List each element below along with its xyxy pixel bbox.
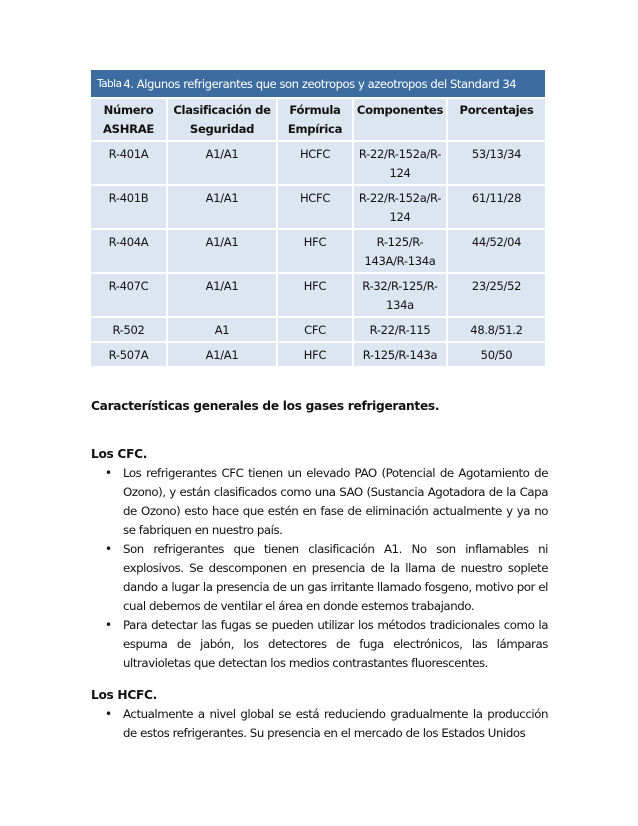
list-item-text: Los refrigerantes CFC tienen un elevado PAO (Potencial de Agotamiento de Ozono), y están clasificados como una SAO (Sustancia Agotadora de la Capa de Ozono) esto hace que estén en fase de eliminación actualmente y ya no se fabriquen en nuestro país. xyxy=(123,466,548,537)
cell-clasificacion: A1/A1 xyxy=(168,274,278,318)
table-caption-text: 4. Algunos refrigerantes que son zeotropos y azeotropos del Standard 34 xyxy=(123,76,517,91)
componentes-line: R-22/R-152a/R- xyxy=(358,191,442,205)
header-text: Seguridad xyxy=(189,122,255,136)
cell-numero: R-407C xyxy=(91,274,168,318)
header-text: Fórmula xyxy=(289,103,341,117)
bullet-icon: • xyxy=(105,618,112,632)
list-item xyxy=(91,540,548,616)
table-row xyxy=(91,343,545,368)
cell-formula: HCFC xyxy=(278,186,354,230)
cell-clasificacion: A1/A1 xyxy=(168,230,278,274)
componentes-line: 124 xyxy=(389,210,411,224)
cfc-section xyxy=(91,445,548,673)
cell-formula: HFC xyxy=(278,343,354,368)
cfc-heading: Los CFC. xyxy=(91,447,148,461)
cell-porcentajes: 50/50 xyxy=(448,343,545,368)
cell-numero: R-507A xyxy=(91,343,168,368)
componentes-line: R-125/R- xyxy=(376,235,424,249)
header-text: Número xyxy=(103,103,154,117)
hcfc-heading: Los HCFC. xyxy=(91,688,157,702)
table-row xyxy=(91,274,545,318)
cell-formula: HCFC xyxy=(278,142,354,186)
componentes-line: R-32/R-125/R- xyxy=(362,279,438,293)
table-row xyxy=(91,318,545,343)
table-row xyxy=(91,230,545,274)
table-row xyxy=(91,186,545,230)
refrigerant-table xyxy=(91,99,545,368)
componentes-line: 134a xyxy=(386,298,414,312)
bullet-icon: • xyxy=(105,707,112,721)
header-text: Componentes xyxy=(356,103,444,117)
cell-clasificacion: A1/A1 xyxy=(168,142,278,186)
refrigerant-table-container xyxy=(91,70,545,368)
table-caption-label: Tabla xyxy=(97,77,122,90)
table-caption xyxy=(91,70,545,99)
componentes-line: 124 xyxy=(389,166,411,180)
header-clasificacion xyxy=(168,99,278,142)
list-item-text: Actualmente a nivel global se está reduciendo gradualmente la producción de estos refrigerantes. Su presencia en el mercado de los Estados Unidos xyxy=(123,707,548,740)
cell-formula: CFC xyxy=(278,318,354,343)
cell-numero: R-502 xyxy=(91,318,168,343)
cell-componentes: R-125/R-143a xyxy=(354,343,448,368)
componentes-line: R-22/R-152a/R- xyxy=(358,147,442,161)
cell-componentes xyxy=(354,142,448,186)
cell-porcentajes: 44/52/04 xyxy=(448,230,545,274)
cell-numero: R-401A xyxy=(91,142,168,186)
bullet-icon: • xyxy=(105,466,112,480)
list-item-text: Para detectar las fugas se pueden utilizar los métodos tradicionales como la espuma de jabón, los detectores de fuga electrónicos, las lámparas ultravioletas que detectan los medios contrastantes fluorescentes. xyxy=(123,618,548,670)
table-row xyxy=(91,142,545,186)
cell-formula: HFC xyxy=(278,230,354,274)
cell-numero: R-404A xyxy=(91,230,168,274)
cell-porcentajes: 48.8/51.2 xyxy=(448,318,545,343)
list-item xyxy=(91,616,548,673)
cell-porcentajes: 23/25/52 xyxy=(448,274,545,318)
header-porcentajes xyxy=(448,99,545,142)
hcfc-section xyxy=(91,686,548,743)
list-item xyxy=(91,705,548,743)
header-text: Porcentajes xyxy=(459,103,534,117)
cell-componentes xyxy=(354,274,448,318)
header-numero-ashrae xyxy=(91,99,168,142)
header-text: Clasificación de xyxy=(173,103,271,117)
cell-clasificacion: A1/A1 xyxy=(168,343,278,368)
cell-formula: HFC xyxy=(278,274,354,318)
cell-clasificacion: A1 xyxy=(168,318,278,343)
cell-componentes xyxy=(354,186,448,230)
section-title: Características generales de los gases refrigerantes. xyxy=(91,399,440,413)
table-header-row xyxy=(91,99,545,142)
cfc-bullet-list xyxy=(91,464,548,673)
cell-porcentajes: 53/13/34 xyxy=(448,142,545,186)
cell-componentes xyxy=(354,230,448,274)
list-item xyxy=(91,464,548,540)
list-item-text: Son refrigerantes que tienen clasificación A1. No son inflamables ni explosivos. Se descomponen en presencia de la llama de nuestro soplete dando a lugar la presencia de un gas irritante llamado fosgeno, motivo por el cual debemos de ventilar el área en donde estemos trabajando. xyxy=(123,542,548,613)
section-title-block xyxy=(91,397,548,416)
hcfc-bullet-list xyxy=(91,705,548,743)
cell-clasificacion: A1/A1 xyxy=(168,186,278,230)
componentes-line: 143A/R-134a xyxy=(364,254,436,268)
header-text: ASHRAE xyxy=(102,122,155,136)
cell-porcentajes: 61/11/28 xyxy=(448,186,545,230)
header-componentes xyxy=(354,99,448,142)
header-text: Empírica xyxy=(287,122,343,136)
cell-componentes: R-22/R-115 xyxy=(354,318,448,343)
bullet-icon: • xyxy=(105,542,112,556)
cell-numero: R-401B xyxy=(91,186,168,230)
header-formula xyxy=(278,99,354,142)
